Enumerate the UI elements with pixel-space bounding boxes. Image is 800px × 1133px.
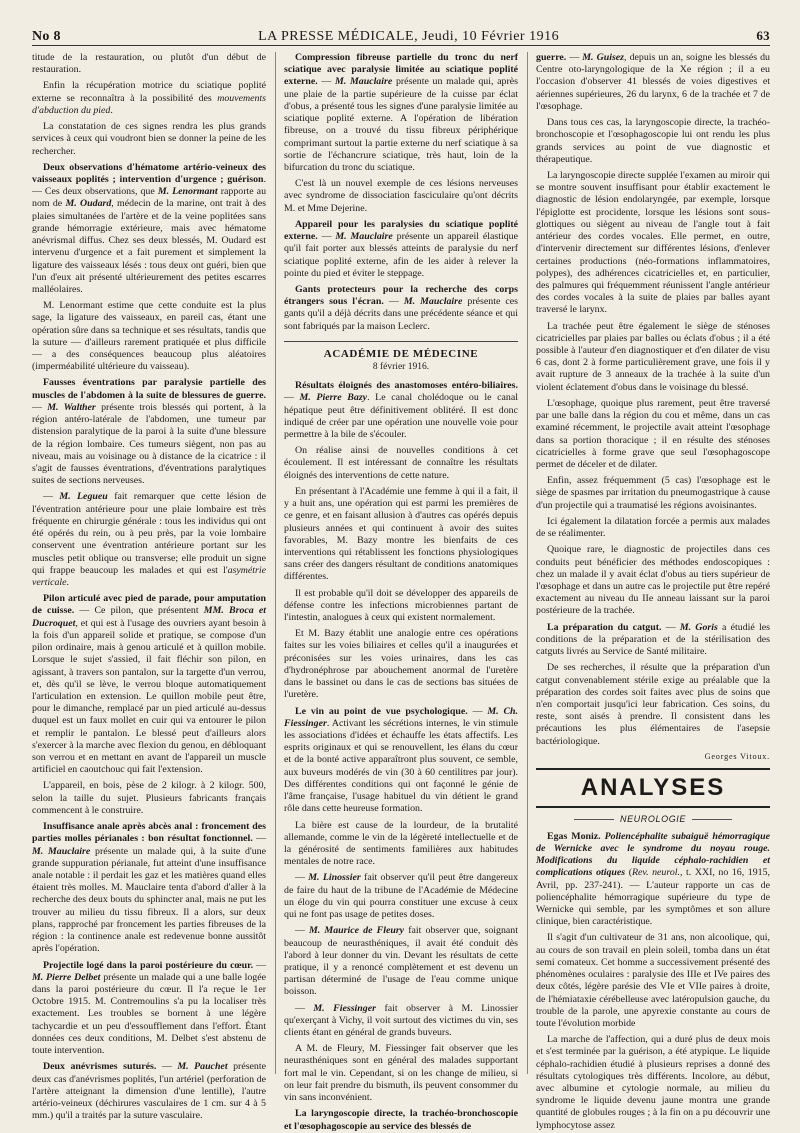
article-paragraph	[536, 932, 770, 1030]
paragraph-text: .	[110, 104, 113, 116]
bold-heading-text: M. Oudard	[65, 198, 112, 210]
article-paragraph	[536, 117, 770, 166]
paragraph-text: —	[284, 392, 300, 404]
article-paragraph	[32, 1061, 266, 1122]
bold-heading-text: Deux anévrismes suturés.	[43, 1061, 157, 1073]
paragraph-text: . — Ces deux observations, que	[32, 173, 266, 198]
paragraph-text: —	[317, 231, 336, 243]
article-paragraph	[32, 300, 266, 373]
bold-heading-text: Gants protecteurs pour la recherche des corps étrangers sous l'écran.	[284, 283, 518, 308]
paragraph-text: Dans tous ces cas, la laryngoscopie directe, la trachéo-bronchoscopie et l'œsophagoscopie lui ont rendu les plus grands services au point de vue diagnostic et thérapeutique.	[536, 117, 770, 165]
author-signature: Georges Vitoux.	[704, 751, 770, 761]
article-paragraph	[284, 588, 518, 625]
article-paragraph	[32, 80, 266, 117]
bold-heading-text: M. Mauclaire	[32, 845, 91, 857]
paragraph-text: En présentant à l'Académie une femme à qui il a fait, il y a huit ans, une opération qui est parmi les premières de ce genre, et en faisant allusion à d'autres cas opérés depuis plusieurs années et qui continuent à avoir des suites favorables, M. Bazy montre les bienfaits de ces interventions qui rétablissent les fonctions physiologiques sans créer des dangers résultant de conditions anatomiques différentes.	[284, 485, 518, 583]
paragraph-text: (	[625, 867, 633, 879]
paragraph-text: présente deux cas d'anévrismes poplités, l'un artériel (perforation de l'artère atteignant la dimension d'une lentille), l'autre artério-veineux (déchirures vasculaires de 1 cm. sur 4 à 5 mm.) qu'il a traités par la suture vasculaire.	[32, 1061, 266, 1122]
paragraph-text: La bière est cause de la lourdeur, de la brutalité allemande, comme le vin de la légèreté intellectuelle et de la générosité de sentiments familières aux habitudes mentales de notre race.	[284, 819, 518, 868]
paragraph-text: L'œsophage, quoique plus rarement, peut être traversé par une balle dans la région du cou et même, dans un cas examiné récemment, le projectile avait atteint l'œsophage dans sa portion thoracique ; il en résulte des sténoses cicatricielles à forme grave que seul l'œsophagoscope permet de déceler et de dilater.	[536, 397, 770, 470]
bold-heading-text: Le vin au point de vue psychologique.	[295, 705, 468, 717]
paragraph-text: —	[317, 76, 336, 88]
article-paragraph	[536, 321, 770, 394]
bold-heading-text: Projectile logé dans la paroi postérieure du cœur.	[43, 959, 254, 971]
paragraph-text: présente un malade qui, à la suite d'une grande suppuration périanale, fut atteint d'une insuffisance anale notable : il perdait les gaz et les matières quand elles étaient très molles. M. Mauclaire tenta d'abord d'aller à la recherche des deux bouts du sphincter anal, mais ne put les trouver au milieu du tissu fibreux. Il a alors, sur deux plans, rapproché par froncement les parties fibreuses de la région : la continence anale est redevenue bonne aussitôt après l'opération.	[32, 845, 266, 955]
section-heading-academie: ACADÉMIE DE MÉDECINE	[284, 341, 518, 362]
paragraph-text: —	[295, 1002, 314, 1014]
bold-heading-text: Fausses éventrations par paralysie partielle des muscles de l'abdomen à la suite de blessures de guerre.	[32, 377, 266, 401]
page-header	[32, 28, 770, 44]
paragraph-text: , t. XXI, no 16, 1915, Avril, pp. 237-241). — L'auteur rapporte un cas de poliencéphalite hémorragique supérieure du type de Wernicke qui semble, par les symptômes et son allure clinique, bien caractéristique.	[536, 867, 770, 928]
paragraph-text: —	[566, 52, 583, 63]
article-paragraph	[284, 925, 518, 998]
paragraph-text: —	[295, 925, 310, 937]
article-paragraph	[536, 1034, 770, 1132]
bold-heading-text: Deux observations d'hématome artério-veineux des vaisseaux poplités ; intervention d'urgence ; guérison	[32, 161, 266, 185]
italic-text: mouvements d'abduction du pied	[32, 92, 266, 116]
paragraph-text: Enfin, assez fréquemment (5 cas) l'œsophage est le siège de spasmes par irritation du pneumogastrique à cause d'un projectile qui a traumatisé les régions avoisinantes.	[536, 475, 770, 511]
article-paragraph	[32, 960, 266, 1058]
italic-text: Rev. neurol.	[632, 867, 681, 879]
paragraph-text: présente un malade qui a une balle logée dans la paroi postérieure du cœur. Il l'a reçue le 1er Octobre 1915. M. Contremoulins s'a pu la localiser très exactement. Les troubles se bornent à une légère tachycardie et un peu d'essoufflement dans l'effort. Étant données ces deux conditions, M. Delbet s'est abstenu de toute intervention.	[32, 971, 266, 1057]
paragraph-text: La constatation de ces signes rendra les plus grands services à ceux qui voudront bien se donner la peine de les rechercher.	[32, 121, 266, 157]
paragraph-text: titude de la restauration, ou plutôt d'un début de restauration.	[32, 52, 266, 76]
article-paragraph	[32, 821, 266, 955]
article-paragraph	[32, 491, 266, 589]
bold-heading-text: M. Pierre Delbet	[32, 971, 101, 983]
article-paragraph	[284, 820, 518, 869]
bold-heading-text: M. Linossier	[308, 872, 361, 884]
paragraph-text: —	[295, 872, 309, 884]
bold-heading-text: Appareil pour les paralysies du sciatique poplité externe.	[284, 218, 518, 243]
article-paragraph	[536, 52, 770, 113]
paragraph-text: C'est là un nouvel exemple de ces lésions nerveuses avec syndrome de dissociation fasciculaire qu'ont décrits M. et Mme Dejerine.	[284, 178, 518, 214]
paragraph-text: fait observer que, soignant beaucoup de neurasthéniques, il avait été conduit dès l'abord à leur donner du vin. Devant les résultats de cette pratique, il y a renoncé complètement et est devenu un partisan déterminé de l'usage de l'eau comme unique boisson.	[284, 925, 518, 998]
article-paragraph	[32, 780, 266, 817]
article-paragraph	[32, 377, 266, 487]
paragraph-text: présente ces gants qu'il a déjà décrits dans une précédente séance et qui sont fabriqués par la maison Leclerc.	[284, 296, 519, 332]
paragraph-text: présente un malade qui, après une plaie de la partie supérieure de la cuisse par éclat d'obus, a présenté tous les signes d'une paralysie limitée au sciatique poplité externe. A l'opération de libération fibreuse, on a trouvé du tissu fibreux périphérique comprimant surtout la partie externe du nerf sciatique à sa sortie de l'échancrure sciatique, très haut, loin de la bifurcation du tronc du sciatique.	[284, 76, 518, 173]
masthead-title: LA PRESSE MÉDICALE, Jeudi, 10 Février 1916	[258, 29, 560, 44]
header-rule	[32, 45, 770, 46]
article-paragraph	[284, 380, 518, 441]
article-paragraph	[284, 486, 518, 584]
paragraph-text: La trachée peut être également le siège de sténoses cicatricielles par plaies par balles ou éclats d'obus ; il a été possible à l'auteur d'en diagnostiquer et d'en dilater de visu 6 cas, dont 2 à forme particulièrement grave, une fois il y avait rupture de 3 anneaux de la trachée à la suite d'un violent éclatement d'obus dans le voisinage du blessé.	[536, 320, 770, 393]
paragraph-text: —	[383, 296, 404, 308]
article-paragraph	[536, 622, 770, 659]
paragraph-text: On réalise ainsi de nouvelles conditions à cet écoulement. Il est intéressant de connaître les résultats éloignés des interventions de cette nature.	[284, 445, 518, 481]
paragraph-text: M. Lenormant estime que cette conduite est la plus sage, la ligature des vaisseaux, en pareil cas, étant une opération sûre dans sa technique et ses résultats, tandis que la suture — d'ailleurs rarement pratiquée et plus difficile — a des conséquences beaucoup plus aléatoires (imperméabilité ultérieure du vaisseau).	[32, 300, 266, 373]
article-paragraph	[284, 628, 518, 701]
paragraph-text: —	[252, 833, 266, 845]
section-date: 8 février 1916.	[372, 362, 430, 373]
bold-heading-text: Compression fibreuse partielle du tronc du nerf sciatique avec paralysie limitée au sciatique poplité externe.	[284, 52, 518, 88]
paragraph-text: —	[32, 401, 48, 413]
paragraph-text: , et qui est à l'usage des ouvriers ayant besoin à la fois d'un appareil solide et pratique, se compose d'un pilon ordinaire, mais à genou articulé et à quillon mobile. Lorsque le sujet s'assied, il fait fléchir son pilon, en agissant, à travers son pantalon, sur la targette d'un verrou, et, dès qu'il se lève, le verrou bloque automatiquement l'articulation en extension. Le quillon mobile peut être, pour le dimanche, remplacé par un pied articulé au-dessus duquel est un faux mollet en cuir qui va entourer le pilon et remplir le pantalon. Le blessé peut d'ailleurs alors s'exercer à la marche avec flexion du genou, en débloquant son verrou et en mettant en avant de l'appareil un muscle artificiel en caoutchouc qui fait l'extension.	[32, 617, 266, 776]
bold-heading-text: M. Walther	[47, 401, 96, 413]
paragraph-text: Il s'agit d'un cultivateur de 31 ans, non alcoolique, qui, au cours de son travail en plein soleil, tomba dans un état semi comateux. Cet homme a successivement présenté des phénomènes oculaires : paralysie des IIIe et IVe paires des deux côtés, légère parésie des VIe et VIIe paires à droite, de l'hémiataxie cérébelleuse avec latéropulsion gauche, du trouble de la parole, une apyrexie constante au cours de toute l'évolution morbide	[536, 932, 770, 1029]
article-paragraph	[536, 831, 770, 929]
paragraph-text: rapporte au nom de	[32, 186, 267, 210]
article-paragraph	[32, 52, 266, 76]
analyses-banner	[536, 768, 770, 808]
paragraph-text: La marche de l'affection, qui a duré plus de deux mois et s'est terminée par la guérison, a été atypique. Le liquide céphalo-rachidien étudié à plusieurs reprises a donné des résultats cytologiques très différents. Incolore, au début, avec albumine et cytologie normale, au milieu du syndrome le liquide devenu jaune montra une grande quantité de globules rouges ; à la fin on a pu découvrir une lymphocytose assez	[536, 1034, 770, 1131]
article-paragraph	[536, 544, 770, 617]
paragraph-text: fait remarquer que cette lésion de l'éventration antérieure pour une plaie lombaire est très fréquente en chirurgie générale : tous les individus qui ont été opérés du rein, ou à peu près, par la voie lombaire conservent une éventration antérieure portant sur les muscles petit oblique ou transverse; elle produit un signe qui frappe beaucoup les malades et qui est l'	[32, 491, 266, 576]
paragraph-text: —	[253, 959, 266, 971]
article-paragraph	[284, 706, 518, 816]
bold-heading-text: M. Pierre Bazy	[299, 392, 368, 404]
column-2	[275, 52, 519, 1132]
paragraph-text: fait observer qu'il peut être dangereux de faire du haut de la tribune de l'Académie de Médecine un éloge du vin qui pourra constituer une excuse à ceux qui ne font pas usage de petites doses.	[284, 872, 519, 921]
bold-heading-text: M. Fiessinger	[313, 1002, 376, 1014]
bold-heading-text: MM. Broca et Ducroquet	[32, 605, 267, 629]
paragraph-text: —	[43, 491, 60, 503]
bold-heading-text: M. Guisez	[582, 52, 625, 63]
article-paragraph	[32, 162, 266, 296]
article-paragraph	[284, 178, 518, 215]
bold-heading-text: Insuffisance anale après abcès anal : froncement des parties molles périanales : bon résultat fonctionnel.	[32, 821, 266, 845]
paragraph-text: —	[661, 621, 680, 633]
paragraph-text: — Ce pilon, que présentent	[74, 605, 204, 617]
column-1	[32, 52, 267, 1122]
bold-heading-text: Résultats éloignés des anastomoses entéro-biliaires.	[295, 380, 518, 392]
article-columns	[32, 52, 770, 1132]
paragraph-text: Et M. Bazy établit une analogie entre ces opérations faites sur les voies biliaires et celles qu'il a inaugurées et préconisées sur les voies urinaires, dans les cas d'hydronéphrose par abouchement anormal de l'uretère dans le bassinet ou dans le cas de sections bas situées de l'uretère.	[284, 628, 518, 701]
article-paragraph	[284, 1043, 518, 1104]
bold-heading-text: La préparation du catgut.	[547, 621, 662, 633]
bold-heading-text: M. Lenormant	[157, 186, 218, 198]
bold-heading-text: M. Goris	[679, 621, 718, 633]
article-paragraph	[536, 475, 770, 512]
article-paragraph	[284, 219, 518, 280]
bold-heading-text: La laryngoscopie directe, la trachéo-bronchoscopie et l'œsophagoscopie au service des blessés de	[284, 1108, 518, 1132]
paragraph-text: Ici également la dilatation forcée a permis aux malades de se réalimenter.	[536, 515, 770, 540]
article-paragraph	[284, 1003, 518, 1040]
bold-heading-text: M. Ch. Fiessinger	[284, 705, 519, 729]
paragraph-text: présente un appareil élastique qu'il fait porter aux blessés atteints de paralysie du nerf sciatique poplité externe, afin de les aider à relever la pointe du pied et éviter le steppage.	[284, 231, 518, 279]
article-paragraph	[284, 284, 518, 333]
column-3	[527, 52, 770, 1131]
page-number: 63	[756, 28, 770, 43]
paragraph-text: —	[156, 1061, 178, 1073]
bold-heading-text: M. Maurice de Fleury	[309, 925, 405, 937]
bold-heading-text: M. Legueu	[59, 491, 108, 503]
bold-heading-text: M. Mauclaire	[335, 231, 393, 243]
analyses-title: ANALYSES	[580, 773, 726, 801]
bold-heading-text: M. Pauchet	[177, 1061, 228, 1073]
bold-heading-text: Egas Moniz.	[547, 830, 605, 842]
bold-heading-text: guerre.	[536, 52, 567, 63]
article-paragraph	[32, 121, 266, 158]
paragraph-text: . Le canal cholédoque ou le canal hépatique peut être définitivement oblitéré. Il est donc indiqué de créer par une opération une nouvelle voie pour permettre à la bile de s'écouler.	[284, 392, 519, 440]
paragraph-text: L'appareil, en bois, pèse de 2 kilogr. à 2 kilogr. 500, selon la taille du sujet. Plusieurs fabricants français commencent à le construire.	[32, 780, 266, 816]
article-paragraph	[536, 662, 770, 748]
paragraph-text: , depuis un an, soigne les blessés du Centre oto-laryngologique de la Xe région ; il a eu l'occasion d'observer 41 blessés de voies digestives et aériennes supérieures, 26 du larynx, 6 de la trachée et 7 de l'œsophage.	[536, 52, 770, 112]
bold-heading-text: Poliencéphalite subaiguë hémorragique de Wernicke avec le syndrome du noyau rouge. Modifications du liquide céphalo-rachidien et complications otiques	[536, 830, 770, 879]
bold-heading-text: M. Mauclaire	[335, 76, 393, 88]
italic-text: asymétrie verticale	[32, 564, 266, 588]
article-paragraph	[284, 52, 518, 174]
paragraph-text: Quoique rare, le diagnostic de projectiles dans ces conduits peut bénéficier des méthodes endoscopiques : chez un malade il y avait éclat d'obus au tiers supérieur de l'œsophage et dans un autre cas le projectile put être repéré exactement au niveau du IIe anneau laissant sur la paroi postérieure de la trachée.	[536, 544, 770, 617]
paragraph-text: De ses recherches, il résulte que la préparation d'un catgut convenablement stérile exige au préalable que la préparation des cordes soit faites avec plus de soins que n'en comportait jusqu'ici leur fabrication. Ces soins, du reste, sont aisés à prendre. Il consistent dans les précautions les plus élémentaires de l'asepsie bactériologique.	[536, 662, 770, 747]
article-paragraph	[536, 398, 770, 471]
paragraph-text: , médecin de la marine, ont trait à des plaies simultanées de l'artère et de la veine poplitées sans grande hémorragie extérieure, mais avec hématome anévrismal diffus. Chez ses deux blessés, M. Oudard est intervenu d'urgence et a fait purement et simplement la ligature des vaisseaux lésés : tous deux ont guéri, bien que l'un d'eux ait présenté ultérieurement des petites escarres malléolaires.	[32, 198, 266, 295]
article-paragraph	[536, 516, 770, 540]
article-paragraph	[284, 445, 518, 482]
bold-heading-text: Pilon articulé avec pied de parade, pour amputation de cuisse.	[32, 593, 266, 617]
paragraph-text: Il est probable qu'il doit se développer des appareils de défense contre les infections microbiennes partant de l'intestin, analogues à ceux qui existent normalement.	[284, 587, 518, 624]
article-paragraph	[32, 593, 266, 776]
issue-number: No 8	[32, 29, 61, 44]
paragraph-text: présente trois blessés qui portent, à la région antéro-latérale de l'abdomen, une tumeur par distension paralytique de la paroi à la suite d'une blessure de la région lombaire. Ces tumeurs siègent, non pas au niveau, mais au voisinage ou à distance de la cicatrice : il s'agit de fausses éventrations, d'éventrations paralytiques suites de sections nerveuses.	[32, 401, 267, 487]
subsection-heading-neurologie: NEUROLOGIE	[536, 814, 770, 825]
paragraph-text: A M. de Fleury, M. Fiessinger fait observer que les neurasthéniques sont en général des malades supportant fort mal le vin. Cependant, si on les change de milieu, si on leur fait prendre du bismuth, ils peuvent consommer du vin sans inconvénient.	[284, 1043, 518, 1104]
paragraph-text: La laryngoscopie directe supplée l'examen au miroir qui se montre souvent insuffisant pour établir exactement le diagnostic de lésion endolaryngée, par exemple, lorsque l'épiglotte est procidente, lorsque les lésions sont sous-glottiques ou siègent au niveau de l'angle tout à fait antérieur des cordes vocales. Elle permet, en outre, d'intervenir directement sur différentes lésions, d'enlever certaines productions (néo-formations inflammatoires, polypes), des adhérences cicatricielles et, en particulier, des palmures qui fréquemment réunissent l'angle antérieur des cordes vocales à la suite de plaies par balles ayant traversé le larynx.	[536, 169, 770, 316]
paragraph-text: fait observer à M. Linossier qu'exerçant à Vichy, il voit surtout des victimes du vin, ses clients étant en général de grands buveurs.	[284, 1002, 519, 1039]
article-paragraph	[284, 1108, 518, 1132]
article-paragraph	[536, 170, 770, 317]
paragraph-text: a étudié les conditions de la préparation et de la stérilisation des catguts livrés au Service de Santé militaire.	[536, 621, 770, 658]
article-paragraph	[284, 872, 518, 921]
paragraph-text: —	[467, 705, 488, 717]
bold-heading-text: M. Mauclaire	[403, 296, 463, 308]
paragraph-text: Enfin la récupération motrice du sciatique poplité externe se reconnaîtra à la possibilité des	[32, 80, 266, 104]
paragraph-text: . Activant les sécrétions internes, le vin stimule les associations d'idées et échauffe les états affectifs. Les esprits originaux et qui se renouvellent, les élans du cœur et de la bonté active apparaîtront plus souvent, ce semble, aux buveurs modérés de vin (30 à 60 centilitres par jour). Des différentes conditions qui ont façonné le génie de l'âme française, l'usage habituel du vin détient le grand rôle dans cette heureuse formation.	[284, 717, 518, 815]
paragraph-text: .	[66, 576, 70, 588]
